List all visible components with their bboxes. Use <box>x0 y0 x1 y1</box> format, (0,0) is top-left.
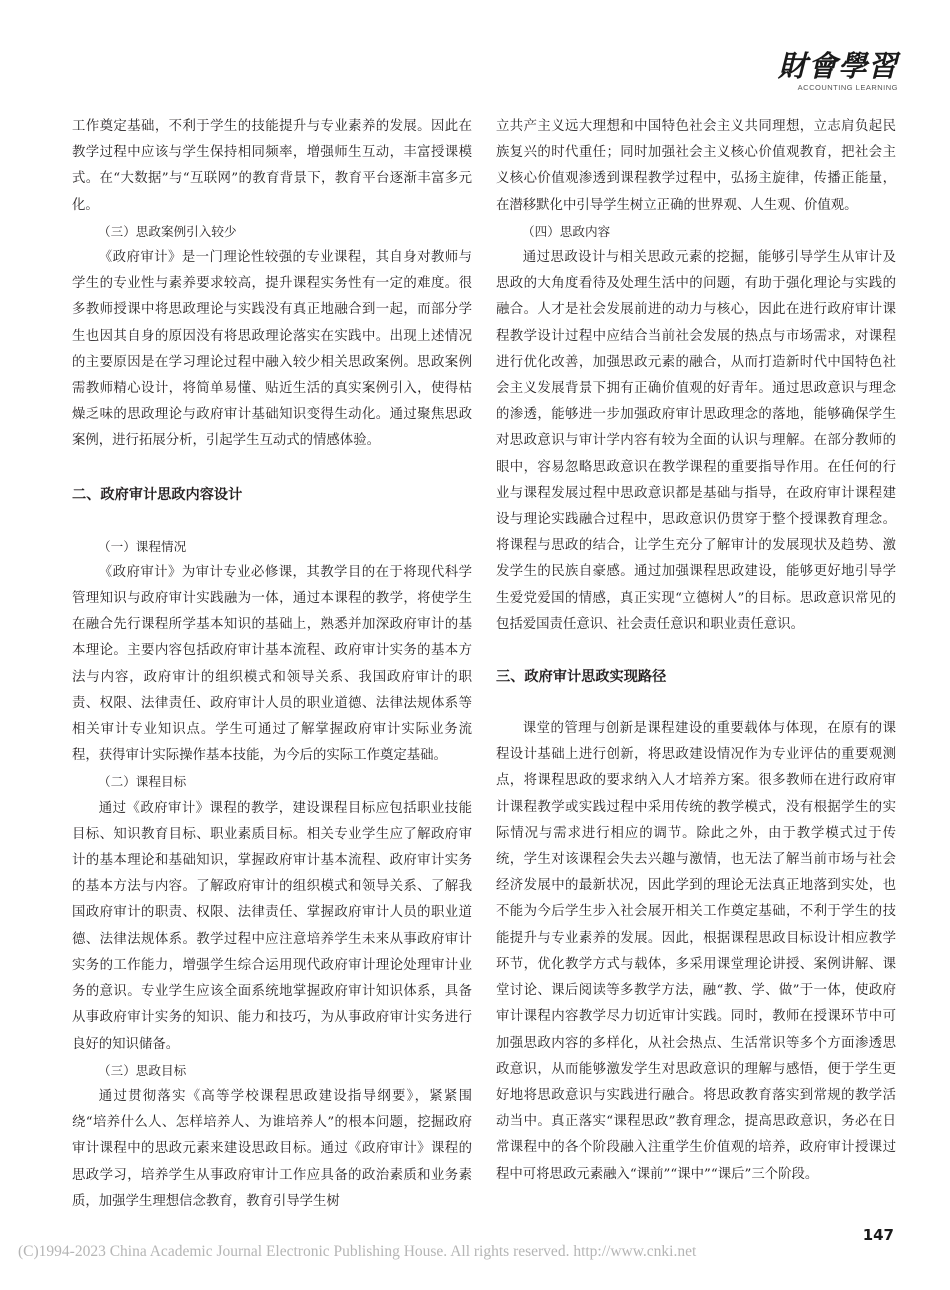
subsection-title: （四）思政内容 <box>522 223 611 239</box>
section-title: 二、政府审计思政内容设计 <box>72 486 243 503</box>
paragraph: 课堂的管理与创新是课程建设的重要载体与体现，在原有的课程设计基础上进行创新，将思政建设情况作为专业评估的重要观测点，将课程思政的要求纳入人才培养方案。很多教师在进行政府审计课程教学或实践过程中采用传统的教学模式，没有根据学生的实际情况与需求进行相应的调节。除此之外，由于教学模式过于传统，学生对该课程会失去兴趣与激情，也无法了解当前市场与社会经济发展中的最新状况，因此学到的理论无法真正地落到实处，也不能为今后学生步入社会展开相关工作奠定基础，不利于学生的技能提升与专业素养的发展。因此，根据课程思政目标设计相应教学环节，优化教学方式与载体，多采用课堂理论讲授、案例讲解、课堂讨论、课后阅读等多教学方法，融“教、学、做”于一体，使政府审计课程内容教学尽力切近审计实践。同时，教师在授课环节中可加强思政内容的多样化，从社会热点、生活常识等多个方面渗透思政意识，从而能够激发学生对思政意识的理解与感悟，便于学生更好地将思政意识与实践进行融合。将思政教育落实到常规的教学活动当中。真正落实“课程思政”教育理念，提高思政意识，务必在日常课程中的各个阶段融入注重学生价值观的培养，政府审计授课过程中可将思政元素融入“课前”“课中”“课后”三个阶段。 <box>496 721 896 1182</box>
left-column <box>72 114 472 1215</box>
section-title: 三、政府审计思政实现路径 <box>496 669 667 686</box>
subsection-title: （一）课程情况 <box>98 538 187 554</box>
paragraph: 立共产主义远大理想和中国特色社会主义共同理想，立志肩负起民族复兴的时代重任；同时加强社会主义核心价值观教育，把社会主义核心价值观渗透到课程教学过程中，弘扬主旋律，传播正能量，在潜移默化中引导学生树立正确的世界观、人生观、价值观。 <box>496 119 896 213</box>
paragraph: 《政府审计》是一门理论性较强的专业课程，其自身对教师与学生的专业性与素养要求较高，提升课程实务性有一定的难度。很多教师授课中将思政理论与实践没有真正地融合到一起，而部分学生也因其自身的原因没有将思政理论落实在实践中。出现上述情况的主要原因是在学习理论过程中融入较少相关思政案例。思政案例需教师精心设计，将简单易懂、贴近生活的真实案例引入，使得枯燥乏味的思政理论与政府审计基础知识变得生动化。通过聚焦思政案例，进行拓展分析，引起学生互动式的情感体验。 <box>72 250 472 449</box>
right-column <box>496 114 896 1188</box>
subsection-title: （三）思政目标 <box>98 1062 187 1078</box>
copyright-footer: (C)1994-2023 China Academic Journal Electronic Publishing House. All rights reserved. http://www.cnki.net <box>18 1243 697 1260</box>
journal-logo <box>778 50 898 92</box>
paragraph: 通过贯彻落实《高等学校课程思政建设指导纲要》，紧紧围绕“培养什么人、怎样培养人、为谁培养人”的根本问题，挖掘政府审计课程中的思政元素来建设思政目标。通过《政府审计》课程的思政学习，培养学生从事政府审计工作应具备的政治素质和业务素质，加强学生理想信念教育，教育引导学生树 <box>72 1088 472 1209</box>
journal-title: 財會學習 <box>777 49 898 83</box>
paragraph: 《政府审计》为审计专业必修课，其教学目的在于将现代科学管理知识与政府审计实践融为一体，通过本课程的教学，将使学生在融合先行课程所学基本知识的基础上，熟悉并加深政府审计的基本理论。主要内容包括政府审计基本流程、政府审计实务的基本方法与内容，政府审计的组织模式和领导关系、我国政府审计的职责、权限、法律责任、政府审计人员的职业道德、法律法规体系等相关审计专业知识点。学生可通过了解掌握政府审计实际业务流程，获得审计实际操作基本技能，为今后的实际工作奠定基础。 <box>72 564 472 764</box>
subsection-title: （二）课程目标 <box>98 774 187 790</box>
paragraph: 工作奠定基础，不利于学生的技能提升与专业素养的发展。因此在教学过程中应该与学生保持相同频率，增强师生互动，丰富授课模式。在“大数据”与“互联网”的教育背景下，教育平台逐渐丰富多元化。 <box>72 119 472 213</box>
paragraph: 通过思政设计与相关思政元素的挖掘，能够引导学生从审计及思政的大角度看待及处理生活中的问题，有助于强化理论与实践的融合。人才是社会发展前进的动力与核心，因此在进行政府审计课程教学设计过程中应结合当前社会发展的热点与市场需求，对课程进行优化改善，加强思政元素的融合，从而打造新时代中国特色社会主义发展背景下拥有正确价值观的好青年。通过思政意识与理念的渗透，能够进一步加强政府审计思政理念的落地，能够确保学生对思政意识与审计学内容有较为全面的认识与理解。在部分教师的眼中，容易忽略思政意识在教学课程的重要指导作用。在任何的行业与课程发展过程中思政意识都是基础与指导，在政府审计课程建设与理论实践融合过程中，思政意识仍贯穿于整个授课教育理念。将课程与思政的结合，让学生充分了解审计的发展现状及趋势、激发学生的民族自豪感。通过加强课程思政建设，能够更好地引导学生爱党爱国的情感，真正实现“立德树人”的目标。思政意识常见的包括爱国责任意识、社会责任意识和职业责任意识。 <box>496 250 896 632</box>
subsection-title: （三）思政案例引入较少 <box>98 223 237 239</box>
page-number: 147 <box>862 1226 894 1244</box>
journal-subtitle: ACCOUNTING LEARNING <box>797 83 898 92</box>
paragraph: 通过《政府审计》课程的教学，建设课程目标应包括职业技能目标、知识教育目标、职业素质目标。相关专业学生应了解政府审计的基本理论和基础知识，掌握政府审计基本流程、政府审计实务的基本方法与内容。了解政府审计的组织模式和领导关系、了解我国政府审计的职责、权限、法律责任、掌握政府审计人员的职业道德、法律法规体系。教学过程中应注意培养学生未来从事政府审计实务的工作能力，增强学生综合运用现代政府审计理论处理审计业务的意识。专业学生应该全面系统地掌握政府审计知识体系，具备从事政府审计实务的知识、能力和技巧，为从事政府审计实务进行良好的知识储备。 <box>72 800 472 1052</box>
